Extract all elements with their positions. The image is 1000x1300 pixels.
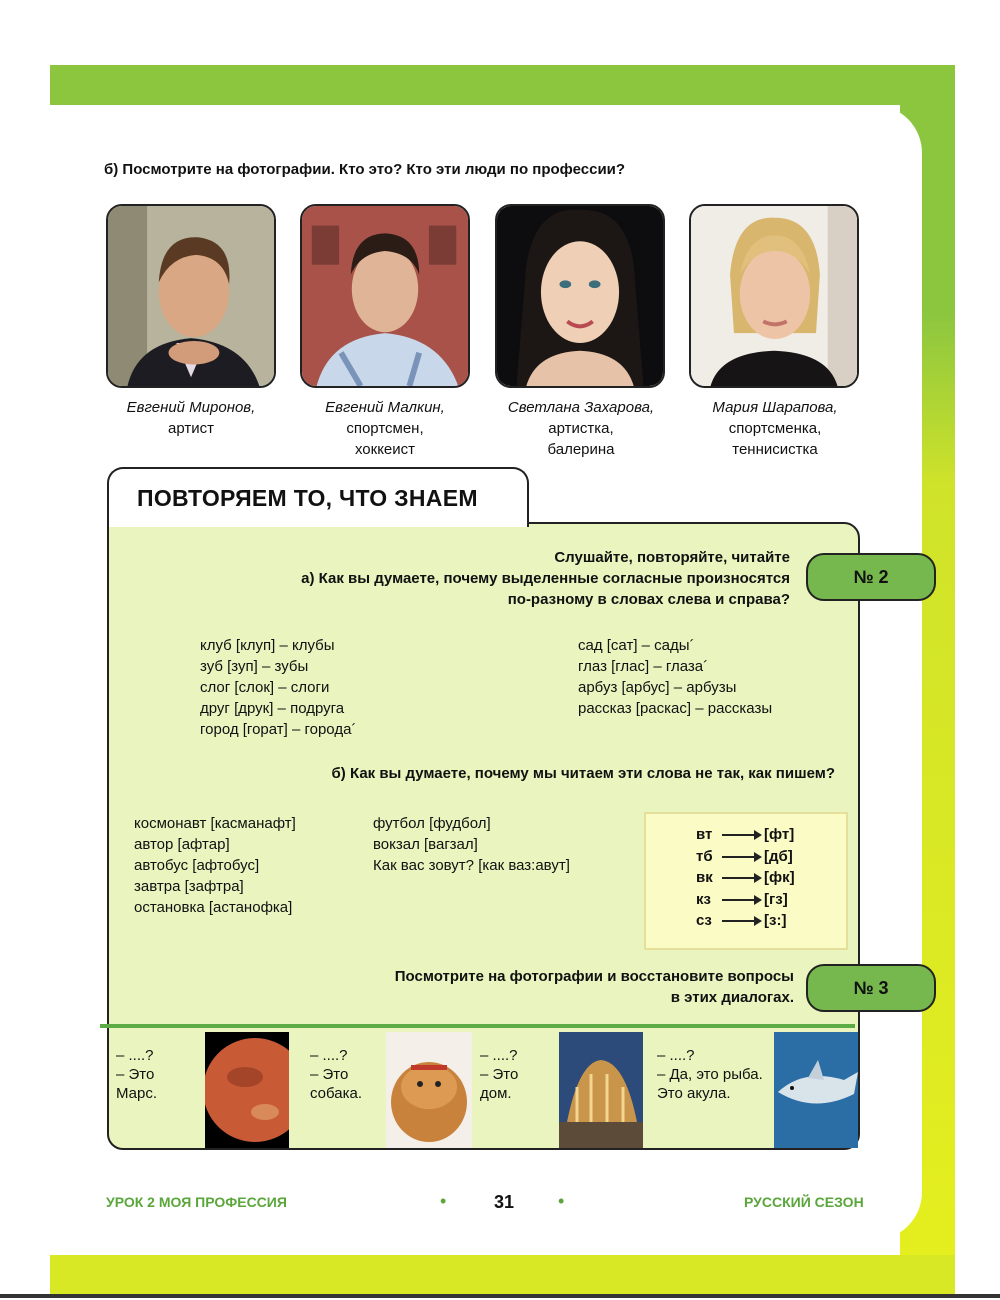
word-item: зуб [зуп] – зубы bbox=[200, 658, 309, 675]
exercise3-badge: № 3 bbox=[806, 964, 936, 1012]
exercise2-words-col1 bbox=[134, 813, 296, 918]
photo-person-2 bbox=[300, 204, 470, 388]
house-image bbox=[559, 1032, 643, 1148]
word-item: остановка [астанофка] bbox=[134, 899, 293, 916]
rule-item: кз [гз] bbox=[696, 890, 788, 908]
rule-list bbox=[696, 824, 795, 932]
exercise2-question-b: б) Как вы думаете, почему мы читаем эти слова не так, как пишем? bbox=[331, 765, 835, 782]
word-item: рассказ [раскас] – рассказы bbox=[578, 700, 773, 717]
shark-image bbox=[774, 1032, 858, 1148]
photo-person-1 bbox=[106, 204, 276, 388]
exercise2-words-col2 bbox=[373, 813, 570, 876]
dialog-3: – ....? – Это дом. bbox=[480, 1047, 519, 1102]
word-item: Как вас зовут? [как ваз:авут] bbox=[373, 857, 570, 874]
word-item: завтра [зафтра] bbox=[134, 878, 244, 895]
arrow-icon bbox=[722, 856, 760, 858]
arrow-icon bbox=[722, 920, 760, 922]
bottom-edge bbox=[0, 1294, 1000, 1298]
word-item: вокзал [вагзал] bbox=[373, 836, 478, 853]
rule-item: вк [фк] bbox=[696, 869, 795, 886]
dog-image bbox=[386, 1032, 472, 1148]
rule-item: вт [фт] bbox=[696, 826, 795, 843]
top-green-band bbox=[50, 65, 955, 105]
section-header-tab bbox=[107, 467, 529, 527]
photo-person-4 bbox=[689, 204, 859, 388]
section-title: ПОВТОРЯЕМ ТО, ЧТО ЗНАЕМ bbox=[137, 485, 478, 511]
exercise2-left-words bbox=[200, 635, 356, 740]
exercise2-heading: Слушайте, повторяйте, читайте а) Как вы думаете, почему выделенные согласные произносятся по-разному в словах слева и справа? bbox=[301, 549, 790, 608]
photo-person-3 bbox=[495, 204, 665, 388]
arrow-icon bbox=[722, 877, 760, 879]
dialog-4: – ....? – Да, это рыба. Это акула. bbox=[657, 1047, 763, 1102]
rule-item: сз [з:] bbox=[696, 912, 787, 929]
word-item: сад [сат] – сады´ bbox=[578, 637, 695, 654]
word-item: арбуз [арбус] – арбузы bbox=[578, 679, 737, 696]
caption-person-4: Мария Шарапова, спортсменка, теннисистка bbox=[712, 399, 838, 458]
word-item: город [горат] – города´ bbox=[200, 721, 357, 738]
exercise2-badge: № 2 bbox=[806, 553, 936, 601]
footer-dot: • bbox=[558, 1191, 565, 1211]
word-item: друг [друк] – подруга bbox=[200, 700, 345, 717]
footer-book-title: РУССКИЙ СЕЗОН bbox=[744, 1194, 864, 1210]
footer-dot: • bbox=[440, 1191, 447, 1211]
exercise2-right-words bbox=[578, 635, 772, 719]
caption-person-2: Евгений Малкин, спортсмен, хоккеист bbox=[325, 399, 445, 458]
word-item: слог [слок] – слоги bbox=[200, 679, 330, 696]
word-item: футбол [фудбол] bbox=[373, 815, 491, 832]
rule-item: тб [дб] bbox=[696, 847, 793, 865]
pronunciation-rules-box bbox=[644, 812, 848, 950]
caption-person-1: Евгений Миронов, артист bbox=[126, 399, 256, 437]
exercise3-instruction: Посмотрите на фотографии и восстановите вопросы в этих диалогах. bbox=[394, 968, 794, 1006]
footer-lesson-title: УРОК 2 МОЯ ПРОФЕССИЯ bbox=[106, 1194, 287, 1210]
arrow-icon bbox=[722, 834, 760, 836]
divider-line bbox=[100, 1024, 855, 1028]
page-number: 31 bbox=[494, 1192, 515, 1212]
word-item: глаз [глас] – глаза´ bbox=[578, 658, 709, 675]
mars-image bbox=[205, 1032, 289, 1148]
word-item: автор [афтар] bbox=[134, 836, 230, 853]
word-item: автобус [афтобус] bbox=[134, 857, 260, 874]
bottom-yellow-band bbox=[50, 1255, 955, 1295]
dialog-1: – ....? – Это Марс. bbox=[116, 1047, 158, 1102]
dialog-2: – ....? – Это собака. bbox=[310, 1047, 363, 1102]
caption-person-3: Светлана Захарова, артистка, балерина bbox=[507, 399, 655, 458]
task-b-instruction: б) Посмотрите на фотографии. Кто это? Кто эти люди по профессии? bbox=[104, 161, 626, 178]
word-item: космонавт [касманафт] bbox=[134, 815, 296, 832]
arrow-icon bbox=[722, 899, 760, 901]
word-item: клуб [клуп] – клубы bbox=[200, 637, 335, 654]
